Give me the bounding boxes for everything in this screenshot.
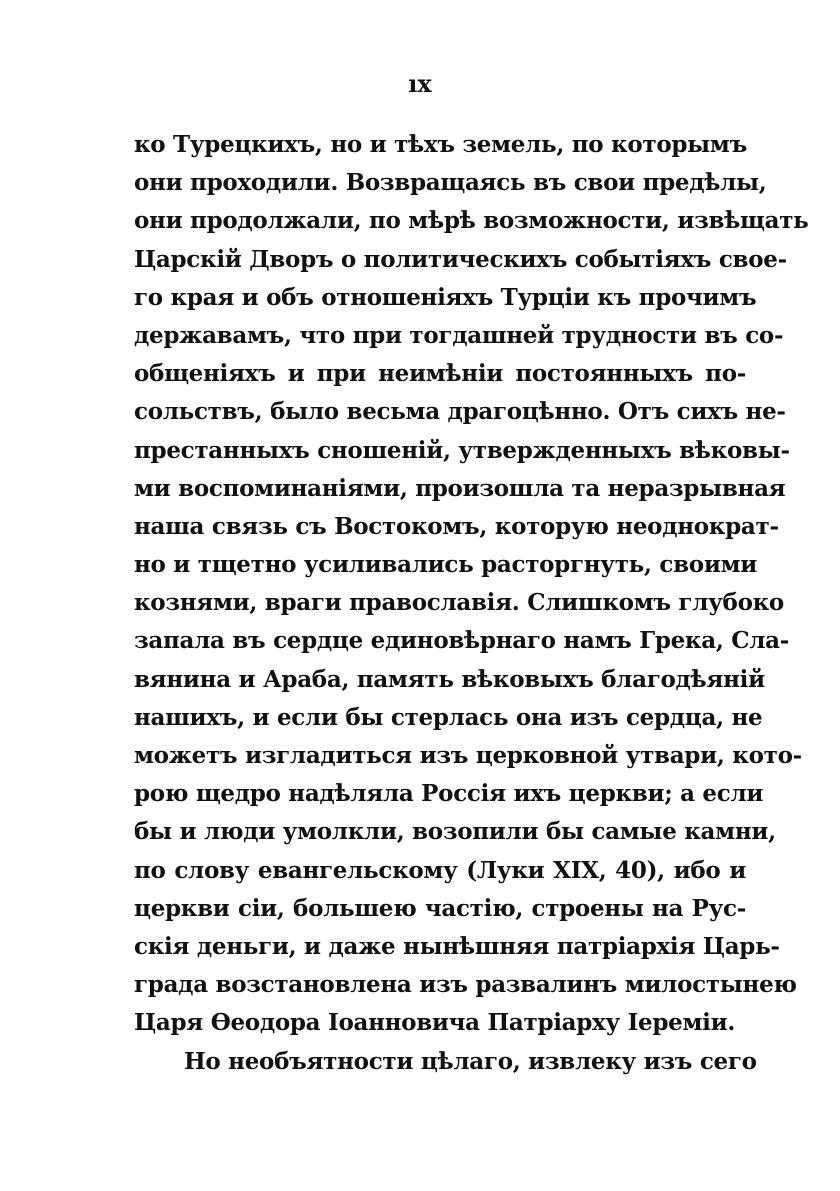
text-line: Но необъятности цѣлаго, извлеку изъ сего [184, 1047, 757, 1075]
text-line: Царя Ѳеодора Іоанновича Патріарху Іереміи. [134, 1009, 736, 1037]
text-line: рою щедро надѣляла Россія ихъ церкви; а если [134, 780, 764, 808]
text-line: они продолжали, по мѣрѣ возможности, извѣщать [134, 207, 809, 235]
text-line: бы и люди умолкли, возопили бы самые камни, [134, 818, 776, 846]
text-line: нашихъ, и если бы стерлась она изъ сердца, не [134, 703, 763, 731]
body-text [134, 126, 809, 1081]
text-line: сольствъ, было весьма драгоцѣнно. Отъ сихъ не- [134, 398, 786, 426]
text-line: кознями, враги православія. Слишкомъ глубоко [134, 589, 784, 617]
text-line: града возстановлена изъ развалинъ милостынею [134, 971, 797, 999]
text-line: церкви сіи, большею частію, строены на Рус- [134, 894, 746, 922]
text-line: по слову евангельскому (Луки XIX, 40), ибо и [134, 856, 746, 884]
text-line: наша связь съ Востокомъ, которую неоднократ- [134, 512, 779, 540]
text-line: запала въ сердце единовѣрнаго намъ Грека, Сла- [134, 627, 790, 655]
text-line: го края и объ отношеніяхъ Турціи къ прочимъ [134, 283, 757, 311]
text-line: скія деньги, и даже нынѣшняя патріархія Царь- [134, 932, 780, 960]
text-line: общеніяхъ и при неимѣніи постоянныхъ по- [134, 360, 746, 388]
paragraph-2 [134, 1043, 757, 1081]
text-line: престанныхъ сношеній, утвержденныхъ вѣковы- [134, 436, 790, 464]
paragraph-1 [134, 126, 809, 1043]
text-line: державамъ, что при тогдашней трудности въ со- [134, 321, 784, 349]
text-line: но и тщетно усиливались расторгнуть, своими [134, 551, 758, 579]
text-line: ми воспоминаніями, произошла та неразрывная [134, 474, 786, 502]
text-line: вянина и Араба, память вѣковыхъ благодѣяній [134, 665, 765, 693]
text-line: ко Турецкихъ, но и тѣхъ земель, по которымъ [134, 131, 747, 158]
text-line: они проходили. Возвращаясь въ свои предѣлы, [134, 169, 767, 197]
page-number: ıx [408, 69, 432, 98]
text-line: можетъ изгладиться изъ церковной утвари, кото- [134, 742, 802, 769]
text-line: Царскій Дворъ о политическихъ событіяхъ свое- [134, 245, 787, 273]
